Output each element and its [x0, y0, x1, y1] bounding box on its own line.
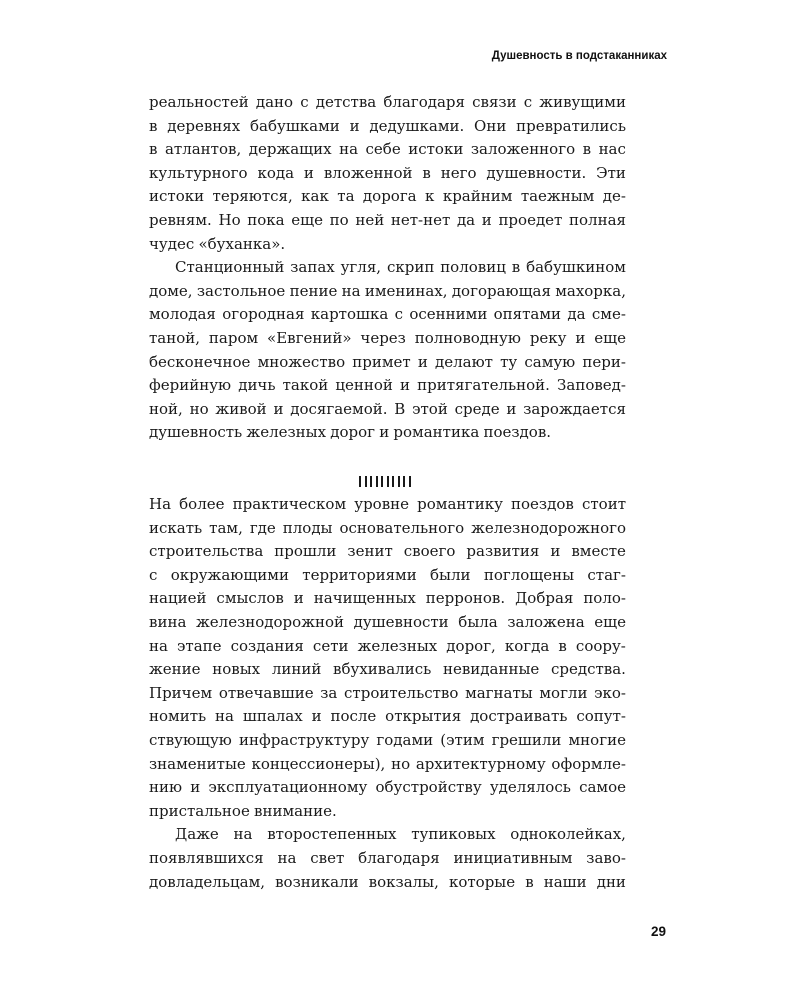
text-line: строительства прошли зенит своего развития и вместе [149, 542, 626, 561]
text-line: Даже на второстепенных тупиковых одноколейках, [175, 825, 626, 844]
text-line: Станционный запах угля, скрип половиц в бабушкином [175, 258, 626, 277]
text-line: жение новых линий вбухивались невиданные средства. [149, 660, 626, 679]
text-line: на этапе создания сети железных дорог, когда в соору- [149, 636, 626, 655]
text-line: культурного кода и вложенной в него душевности. Эти [149, 163, 626, 182]
text-line: пристальное внимание. [149, 801, 337, 820]
text-line: молодая огородная картошка с осенними опятами да сме- [149, 305, 626, 324]
text-line: чудес «буханка». [149, 234, 286, 253]
text-line: реальностей дано с детства благодаря связи с живущими [149, 93, 626, 111]
text-line: искать там, где плоды основательного железнодорожного [149, 518, 626, 537]
text-line: ствующую инфраструктуру годами (этим грешили многие [149, 730, 626, 749]
text-line: На более практическом уровне романтику поездов стоит [149, 495, 626, 513]
section-separator [359, 476, 411, 487]
text-block-bottom [149, 493, 626, 894]
text-line: Причем отвечавшие за строительство магнаты могли эко- [149, 683, 626, 702]
text-line: номить на шпалах и после открытия достраивать сопут- [149, 707, 626, 726]
page-number: 29 [650, 924, 666, 939]
text-line: с окружающими территориями были поглощены стаг- [149, 565, 626, 584]
text-line: появлявшихся на свет благодаря инициативным заво- [149, 848, 626, 867]
text-line: таной, паром «Евгений» через полноводную реку и еще [149, 328, 626, 347]
text-line: довладельцам, возникали вокзалы, которые в наши дни [149, 872, 626, 891]
text-block-top [149, 91, 626, 445]
running-head: Душевность в подстаканниках [491, 50, 667, 62]
text-line: в деревнях бабушками и дедушками. Они превратились [149, 116, 626, 135]
text-line: нию и эксплуатационному обустройству уделялось самое [149, 778, 626, 797]
text-line: в атлантов, держащих на себе истоки заложенного в нас [149, 140, 626, 159]
text-line: ной, но живой и досягаемой. В этой среде и зарождается [149, 399, 626, 418]
text-line: вина железнодорожной душевности была заложена еще [149, 612, 626, 631]
text-line: доме, застольное пение на именинах, догорающая махорка, [149, 281, 626, 300]
text-line: душевность железных дорог и романтика поездов. [149, 423, 552, 442]
text-line: ревням. Но пока еще по ней нет-нет да и проедет полная [149, 210, 626, 229]
text-line: истоки теряются, как та дорога к крайним таежным де- [149, 187, 626, 206]
text-line: бесконечное множество примет и делают ту самую пери- [149, 352, 626, 371]
text-line: ферийную дичь такой ценной и притягательной. Заповед- [149, 376, 626, 395]
text-line: нацией смыслов и начищенных перронов. Добрая поло- [149, 589, 626, 608]
text-line: знаменитые концессионеры), но архитектурному оформле- [149, 754, 626, 773]
